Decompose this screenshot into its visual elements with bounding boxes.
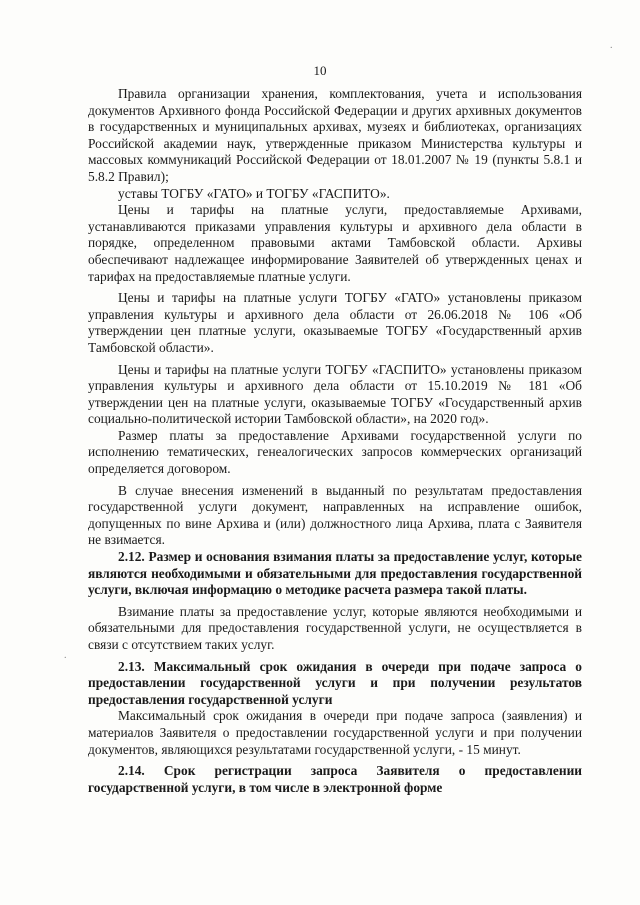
paragraph-prices-gaspito: Цены и тарифы на платные услуги ТОГБУ «ГАСПИТО» установлены приказом управления культуры и архивного дела области от 15.10.2019 № 181 «Об утверждении цен на платные услуги, оказываемые ТОГБУ «Государственный архив социально-политической истории Тамбовской области», на 2020 год». bbox=[88, 361, 582, 427]
section-heading-2-13: 2.13. Максимальный срок ожидания в очереди при подаче запроса о предоставлении государственной услуги и при получении результатов предоставления государственной услуги bbox=[88, 658, 582, 707]
paragraph-prices-general: Цены и тарифы на платные услуги, предоставляемые Архивами, устанавливаются приказами управления культуры и архивного дела области в порядке, определенном правовыми актами Тамбовской области. Архивы обеспечивают надлежащее информирование Заявителей об утвержденных ценах и тарифах на предоставляемые платные услуги. bbox=[88, 202, 582, 284]
paragraph-charters: уставы ТОГБУ «ГАТО» и ТОГБУ «ГАСПИТО». bbox=[118, 185, 390, 201]
paragraph-prices-gato: Цены и тарифы на платные услуги ТОГБУ «ГАТО» установлены приказом управления культуры и архивного дела области от 26.06.2018 № 106 «Об утверждении цен платные услуги, оказываемые ТОГБУ «Государственный архив Тамбовской области». bbox=[88, 290, 582, 355]
section-heading-2-12: 2.12. Размер и основания взимания платы за предоставление услуг, которые являются необходимыми и обязательными для предоставления государственной услуги, включая информацию о методике расчета размера такой платы. bbox=[88, 549, 582, 598]
page-number: 10 bbox=[313, 63, 327, 78]
section-heading-2-14: 2.14. Срок регистрации запроса Заявителя о предоставлении государственной услуги, в том числе в электронной форме bbox=[88, 763, 582, 795]
scan-mark: . bbox=[610, 40, 613, 51]
paragraph-fee-contract: Размер платы за предоставление Архивами государственной услуги по исполнению тематических, генеалогических запросов коммерческих организаций определяется договором. bbox=[88, 427, 582, 477]
scan-mark: . bbox=[64, 650, 67, 661]
paragraph-no-fee-corrections: В случае внесения изменений в выданный по результатам предоставления государственной услуги документ, направленных на исправление ошибок, допущенных по вине Архива и (или) должностного лица Архива, плата с Заявителя не взимается. bbox=[88, 482, 582, 548]
paragraph-no-fee-services: Взимание платы за предоставление услуг, которые являются необходимыми и обязательными для предоставления государственной услуги, не осуществляется в связи с отсутствием таких услуг. bbox=[88, 603, 582, 652]
paragraph-archive-rules: Правила организации хранения, комплектования, учета и использования документов Архивного фонда Российской Федерации и других архивных документов в государственных и муниципальных архивах, музеях и библиотеках, организациях Российской академии наук, утвержденные приказом Министерства культуры и массовых коммуникаций Российской Федерации от 18.01.2007 № 19 (пункты 5.8.1 и 5.8.2 Правил); bbox=[88, 86, 582, 184]
document-body bbox=[88, 86, 582, 796]
paragraph-waiting-time: Максимальный срок ожидания в очереди при подаче запроса (заявления) и материалов Заявителя о предоставлении государственной услуги и при получении документов, являющихся результатами государственной услуги, - 15 минут. bbox=[88, 708, 582, 757]
